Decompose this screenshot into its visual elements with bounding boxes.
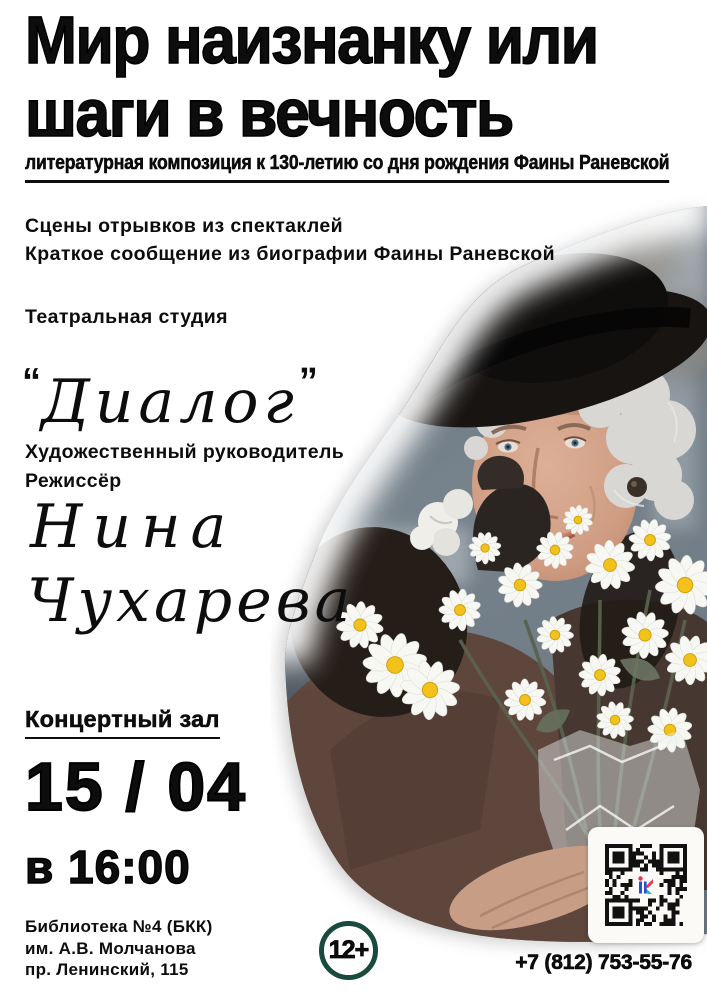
close-quote: ” [298,361,318,403]
venue-hall: Концертный зал [25,706,220,739]
open-quote: “ [22,361,41,403]
qr-code [588,827,704,943]
title-line-2: шаги в вечность [25,76,513,151]
program-line-1: Сцены отрывков из спектаклей [25,215,343,237]
director-roles [25,438,344,496]
address-line-2: им. А.В. Молчанова [25,938,196,958]
director-last-name: Чухарева [27,566,355,636]
program-line-2: Краткое сообщение из биографии Фаины Раневской [25,243,555,265]
poster-title [25,4,641,150]
studio-label: Театральная студия [25,306,228,328]
event-time: в 16:00 [25,841,191,893]
program-description [25,212,555,268]
role-line-1: Художественный руководитель [25,441,345,463]
role-line-2: Режиссёр [25,470,122,492]
event-date: 15 / 04 [25,749,247,825]
poster-subtitle: литературная композиция к 130-летию со дня рождения Фаины Раневской [25,152,707,183]
library-logo-icon [633,872,659,898]
studio-name-text: Диалог [41,367,299,437]
studio-name [22,342,318,442]
contact-phone: +7 (812) 753-55-76 [515,951,692,974]
age-rating-badge [319,921,378,980]
age-rating-text: 12+ [328,936,369,964]
venue-address [25,916,213,981]
address-line-3: пр. Ленинский, 115 [25,960,189,979]
title-line-1: Мир наизнанку или [25,3,598,78]
director-first-name: Нина [30,492,237,562]
address-line-1: Библиотека №4 (БКК) [25,917,213,936]
